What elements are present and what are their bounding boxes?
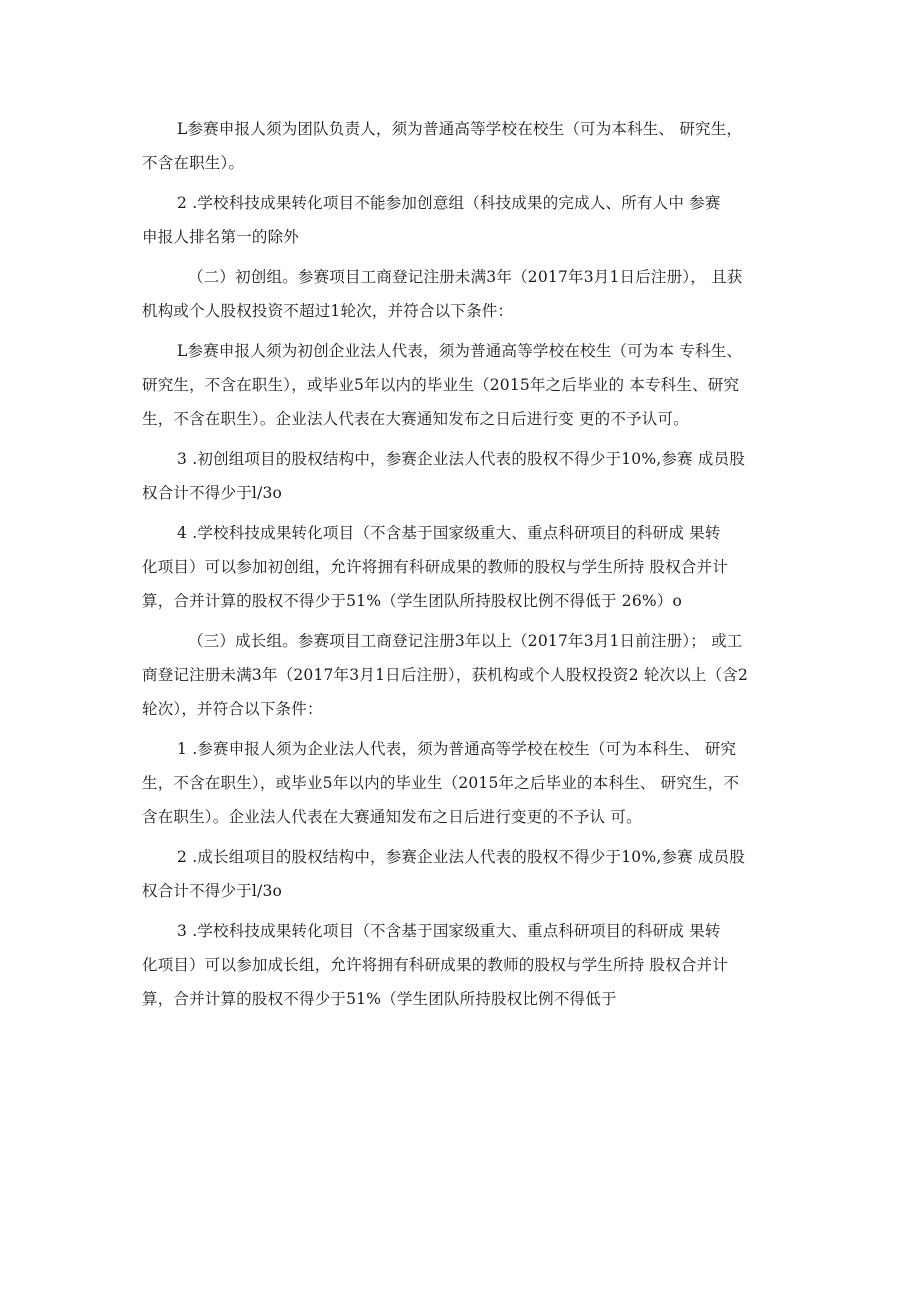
text-line-08: 研究生，不含在职生），或毕业5年以内的毕业生（2015年之后毕业的 本专科生、研究 bbox=[142, 376, 740, 394]
text-line-11: 权合计不得少于l/3o bbox=[142, 484, 283, 502]
text-line-03: 2 .学校科技成果转化项目不能参加创意组（科技成果的完成人、所有人中 参赛 bbox=[177, 194, 721, 212]
text-line-12: 4 .学校科技成果转化项目（不含基于国家级重大、重点科研项目的科研成 果转 bbox=[177, 524, 721, 542]
text-line-16: 商登记注册未满3年（2017年3月1日后注册），获机构或个人股权投资2 轮次以上（含2 bbox=[142, 666, 749, 684]
text-line-18: 1 .参赛申报人须为企业法人代表，须为普通高等学校在校生（可为本科生、 研究 bbox=[177, 740, 737, 758]
text-line-22: 权合计不得少于l/3o bbox=[142, 882, 283, 900]
text-line-09: 生，不含在职生）。企业法人代表在大赛通知发布之日后进行变 更的不予认可。 bbox=[142, 410, 689, 428]
text-line-13: 化项目）可以参加初创组，允许将拥有科研成果的教师的股权与学生所持 股权合并计 bbox=[142, 558, 729, 576]
text-line-04: 申报人排名第一的除外 bbox=[142, 228, 300, 246]
text-line-24: 化项目）可以参加成长组，允许将拥有科研成果的教师的股权与学生所持 股权合并计 bbox=[142, 956, 729, 974]
text-line-14: 算，合并计算的股权不得少于51%（学生团队所持股权比例不得低于 26%）o bbox=[142, 592, 683, 610]
text-line-21: 2 .成长组项目的股权结构中，参赛企业法人代表的股权不得少于10%,参赛 成员股 bbox=[177, 848, 746, 866]
text-line-17: 轮次），并符合以下条件： bbox=[142, 700, 323, 718]
text-line-01: L参赛申报人须为团队负责人，须为普通高等学校在校生（可为本科生、 研究生， bbox=[177, 120, 743, 138]
text-line-05: （二）初创组。参赛项目工商登记注册未满3年（2017年3月1日后注册）， 且获 bbox=[188, 268, 743, 286]
text-line-15: （三）成长组。参赛项目工商登记注册3年以上（2017年3月1日前注册）； 或工 bbox=[188, 632, 743, 650]
text-line-23: 3 .学校科技成果转化项目（不含基于国家级重大、重点科研项目的科研成 果转 bbox=[177, 922, 721, 940]
text-line-07: L参赛申报人须为初创企业法人代表，须为普通高等学校在校生（可为本 专科生、 bbox=[177, 342, 743, 360]
text-line-02: 不含在职生）。 bbox=[142, 154, 245, 172]
text-line-25: 算，合并计算的股权不得少于51%（学生团队所持股权比例不得低于 bbox=[142, 990, 617, 1008]
text-line-19: 生，不含在职生），或毕业5年以内的毕业生（2015年之后毕业的本科生、 研究生，不 bbox=[142, 774, 740, 792]
text-line-20: 含在职生）。企业法人代表在大赛通知发布之日后进行变更的不予认 可。 bbox=[142, 808, 642, 826]
text-line-10: 3 .初创组项目的股权结构中，参赛企业法人代表的股权不得少于10%,参赛 成员股 bbox=[177, 450, 746, 468]
text-line-06: 机构或个人股权投资不超过1轮次，并符合以下条件： bbox=[142, 302, 514, 320]
